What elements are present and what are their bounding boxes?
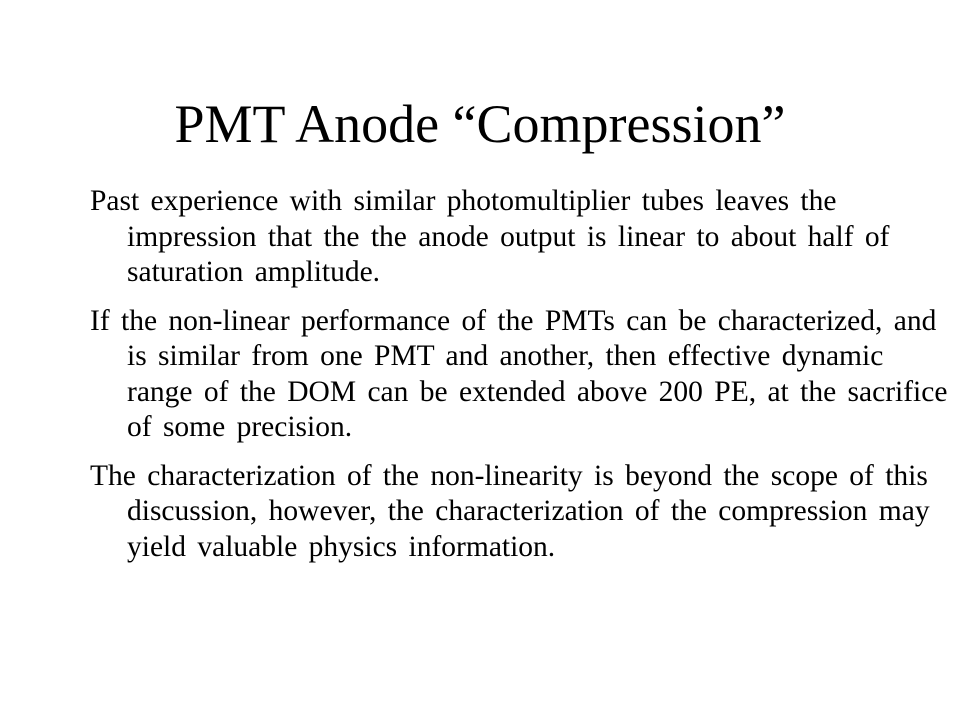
slide-title: PMT Anode “Compression” — [174, 94, 786, 154]
body-paragraph-1: Past experience with similar photomultiplier tubes leaves the impression that the the anode output is linear to about half of saturation amplitude. — [90, 185, 890, 288]
slide-body — [90, 184, 950, 578]
body-paragraph-2: If the non-linear performance of the PMTs can be characterized, and is similar from one PMT and another, then effective dynamic range of the DOM can be extended above 200 PE, at the sacrifice of some precision. — [90, 304, 948, 443]
body-paragraph-3: The characterization of the non-linearity is beyond the scope of this discussion, however, the characterization of the compression may yield valuable physics information. — [90, 459, 930, 563]
